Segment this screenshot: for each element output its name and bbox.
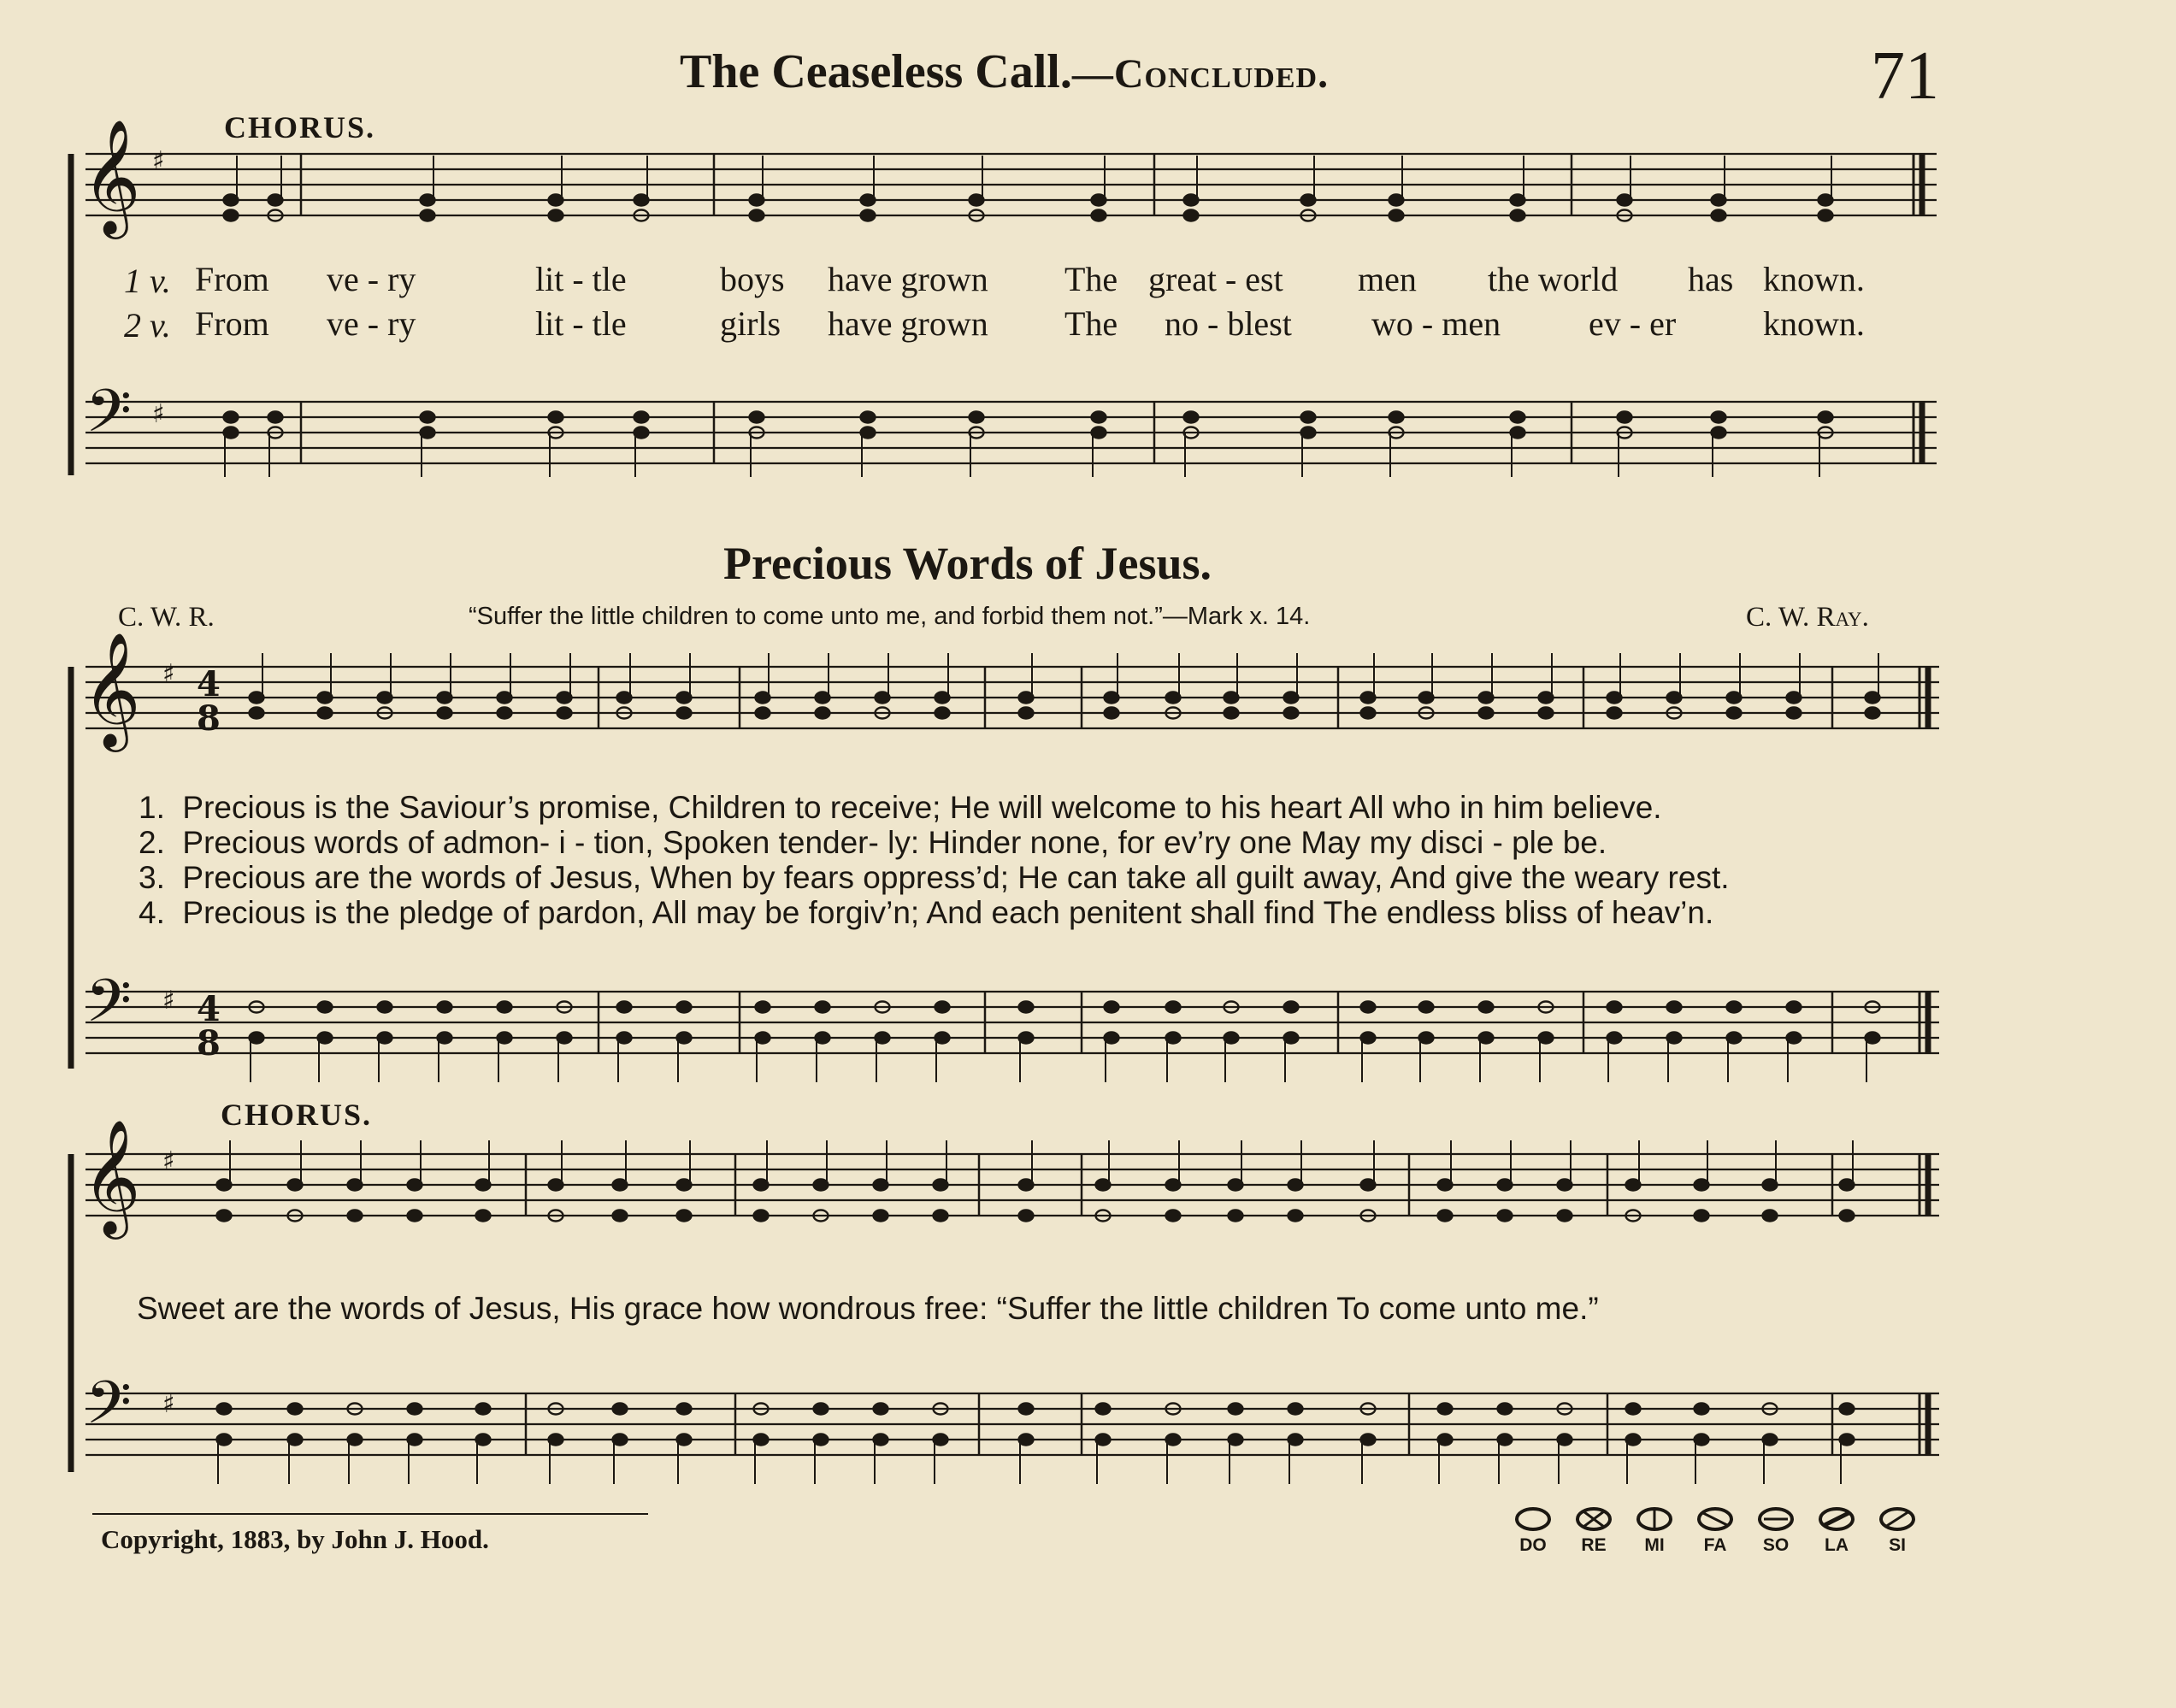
notehead xyxy=(1787,708,1802,719)
notehead xyxy=(1301,427,1316,439)
title-suffix: —Concluded. xyxy=(1071,51,1330,97)
notehead xyxy=(1288,1210,1303,1222)
notehead xyxy=(217,1434,232,1446)
solfege-label: SI xyxy=(1889,1535,1906,1555)
notehead xyxy=(617,1033,632,1044)
notehead xyxy=(1288,1180,1303,1191)
lyric-syllable: ev - er xyxy=(1589,304,1677,343)
notehead xyxy=(1389,412,1404,423)
notehead xyxy=(934,1210,948,1222)
notehead xyxy=(1511,195,1525,206)
verse-text: Precious is the pledge of pardon, All may be forgiv’n; And each penitent shall find The endless bliss of heav’n. xyxy=(182,895,1714,930)
notehead xyxy=(613,1180,628,1191)
lyric-syllable: lit - tle xyxy=(535,260,627,298)
notehead xyxy=(1224,708,1239,719)
lyric-syllable: girls xyxy=(720,304,781,343)
notehead xyxy=(1019,708,1034,719)
notehead xyxy=(438,692,452,704)
notehead xyxy=(750,210,764,221)
notehead xyxy=(1096,1404,1111,1415)
lyric-syllable: boys xyxy=(720,260,785,298)
notehead xyxy=(970,412,984,423)
notehead xyxy=(1763,1434,1778,1446)
notehead xyxy=(1866,1033,1880,1044)
scripture-quote: “Suffer the little children to come unto me, and forbid them not.”—Mark x. 14. xyxy=(469,603,1311,630)
notehead xyxy=(617,692,632,704)
notehead xyxy=(549,1180,563,1191)
notehead xyxy=(617,1002,632,1013)
notehead xyxy=(876,1033,890,1044)
notehead xyxy=(498,708,512,719)
notehead xyxy=(677,1210,692,1222)
notehead xyxy=(1558,1434,1572,1446)
notehead xyxy=(498,1002,512,1013)
notehead xyxy=(613,1210,628,1222)
solfege-label: RE xyxy=(1581,1535,1607,1555)
notehead xyxy=(1166,1002,1181,1013)
notehead xyxy=(1626,1180,1641,1191)
lyric-syllable: men xyxy=(1358,260,1417,298)
lyric-syllable: lit - tle xyxy=(535,304,627,343)
notehead xyxy=(1092,210,1106,221)
treble-clef-icon: 𝄞 xyxy=(82,1119,141,1234)
notehead xyxy=(476,1434,491,1446)
notehead xyxy=(1840,1210,1855,1222)
notehead xyxy=(421,427,435,439)
notehead xyxy=(1284,708,1299,719)
notehead xyxy=(1840,1404,1855,1415)
notehead xyxy=(288,1404,303,1415)
notehead xyxy=(1819,412,1833,423)
chorus-label-2: CHORUS. xyxy=(221,1098,373,1132)
notehead xyxy=(1539,708,1554,719)
bass-clef-icon: 𝄢 xyxy=(86,1368,133,1452)
lyric-syllable: no - blest xyxy=(1165,304,1292,343)
notehead xyxy=(557,692,572,704)
notehead xyxy=(1184,210,1199,221)
verse-number: 3. xyxy=(139,860,165,895)
notehead xyxy=(1288,1404,1303,1415)
notehead xyxy=(1184,195,1199,206)
notehead xyxy=(318,1002,333,1013)
notehead xyxy=(1787,1002,1802,1013)
notehead xyxy=(224,210,239,221)
notehead xyxy=(348,1210,363,1222)
lyric-syllable: ve - ry xyxy=(327,304,416,343)
verse-text: Precious are the words of Jesus, When by fears oppress’d; He can take all guilt away, And give the weary rest. xyxy=(182,860,1730,895)
notehead xyxy=(1866,692,1880,704)
notehead xyxy=(1667,1033,1682,1044)
notehead xyxy=(498,1033,512,1044)
notehead xyxy=(1184,412,1199,423)
notehead xyxy=(408,1434,422,1446)
notehead xyxy=(438,708,452,719)
notehead xyxy=(1712,412,1726,423)
solfege-label: FA xyxy=(1703,1535,1727,1555)
notehead xyxy=(754,1210,769,1222)
notehead xyxy=(1727,1002,1742,1013)
notehead xyxy=(1229,1404,1243,1415)
notehead xyxy=(557,708,572,719)
verse-number: 2. xyxy=(139,825,165,860)
notehead xyxy=(1105,708,1119,719)
notehead xyxy=(1667,1002,1682,1013)
notehead xyxy=(549,412,563,423)
hymn-title: Precious Words of Jesus. xyxy=(723,538,1212,589)
notehead xyxy=(1626,1434,1641,1446)
notehead xyxy=(1558,1180,1572,1191)
song-title: The Ceaseless Call. xyxy=(680,45,1072,98)
notehead xyxy=(549,210,563,221)
treble-clef-icon: 𝄞 xyxy=(82,119,141,234)
notehead xyxy=(634,412,649,423)
notehead xyxy=(1389,195,1404,206)
sharp-icon: ♯ xyxy=(162,1389,175,1419)
notehead xyxy=(1498,1210,1513,1222)
lyric-syllable: From xyxy=(195,260,269,298)
notehead xyxy=(476,1180,491,1191)
sharp-icon: ♯ xyxy=(152,399,165,429)
notehead xyxy=(1096,1434,1111,1446)
lyric-syllable: have grown xyxy=(828,260,988,298)
shape-note-mark xyxy=(1825,1513,1849,1525)
notehead xyxy=(1092,412,1106,423)
notehead xyxy=(1479,692,1494,704)
lyric-syllable: known. xyxy=(1763,260,1865,298)
notehead xyxy=(1866,708,1880,719)
notehead xyxy=(876,692,890,704)
sharp-icon: ♯ xyxy=(162,659,175,689)
notehead xyxy=(756,1033,770,1044)
notehead xyxy=(318,692,333,704)
notehead xyxy=(1511,412,1525,423)
notehead xyxy=(268,195,283,206)
notehead xyxy=(874,1404,888,1415)
notehead xyxy=(549,195,563,206)
solfege-label: MI xyxy=(1644,1535,1665,1555)
sharp-icon: ♯ xyxy=(162,986,175,1016)
notehead xyxy=(874,1434,888,1446)
notehead xyxy=(1166,1033,1181,1044)
notehead xyxy=(476,1210,491,1222)
notehead xyxy=(1229,1180,1243,1191)
notehead xyxy=(217,1210,232,1222)
notehead xyxy=(1667,692,1682,704)
notehead xyxy=(1607,1033,1622,1044)
bass-clef-icon: 𝄢 xyxy=(86,376,133,460)
notehead xyxy=(935,708,950,719)
notehead xyxy=(549,1434,563,1446)
bass-clef-icon: 𝄢 xyxy=(86,966,133,1050)
notehead xyxy=(1479,1002,1494,1013)
notehead xyxy=(1511,210,1525,221)
notehead xyxy=(1105,1002,1119,1013)
chorus-lyrics: Sweet are the words of Jesus, His grace how wondrous free: “Suffer the little children To come unto me.” xyxy=(137,1291,1599,1326)
notehead xyxy=(754,1180,769,1191)
notehead xyxy=(1727,1033,1742,1044)
time-signature-numerator: 4 xyxy=(197,989,221,1029)
notehead xyxy=(756,692,770,704)
notehead xyxy=(1092,427,1106,439)
notehead xyxy=(1763,1180,1778,1191)
notehead xyxy=(408,1404,422,1415)
notehead xyxy=(1695,1404,1709,1415)
author-initials: C. W. R. xyxy=(118,602,215,633)
notehead xyxy=(816,1002,830,1013)
notehead xyxy=(1438,1434,1453,1446)
verse-number: 4. xyxy=(139,895,165,930)
page-number: 71 xyxy=(1871,38,1939,114)
notehead xyxy=(1787,692,1802,704)
notehead xyxy=(438,1002,452,1013)
notehead xyxy=(816,1033,830,1044)
notehead xyxy=(1712,210,1726,221)
notehead xyxy=(217,1404,232,1415)
notehead xyxy=(1607,708,1622,719)
notehead xyxy=(1419,692,1434,704)
notehead xyxy=(1539,692,1554,704)
time-signature-numerator: 4 xyxy=(197,664,221,704)
notehead xyxy=(1695,1434,1709,1446)
treble-clef-icon: 𝄞 xyxy=(82,632,141,747)
lyric-syllable: has xyxy=(1688,260,1734,298)
notehead xyxy=(1511,427,1525,439)
notehead xyxy=(1361,1033,1376,1044)
notehead xyxy=(1419,1033,1434,1044)
notehead xyxy=(1096,1180,1111,1191)
notehead xyxy=(224,195,239,206)
notehead xyxy=(250,708,264,719)
notehead xyxy=(1361,1002,1376,1013)
verse-text: Precious words of admon- i - tion, Spoken tender- ly: Hinder none, for ev’ry one May my disci - ple be. xyxy=(182,825,1607,860)
notehead xyxy=(1626,1404,1641,1415)
notehead xyxy=(934,1180,948,1191)
notehead xyxy=(1498,1404,1513,1415)
notehead xyxy=(756,708,770,719)
notehead xyxy=(1498,1434,1513,1446)
notehead xyxy=(861,427,876,439)
shape-note-mark xyxy=(1703,1513,1727,1525)
solfege-label: LA xyxy=(1825,1535,1849,1555)
notehead xyxy=(1166,692,1181,704)
notehead xyxy=(348,1434,363,1446)
notehead xyxy=(1361,1434,1376,1446)
notehead xyxy=(1840,1434,1855,1446)
notehead xyxy=(634,427,649,439)
notehead xyxy=(288,1434,303,1446)
notehead xyxy=(1695,1180,1709,1191)
notehead xyxy=(874,1210,888,1222)
notehead xyxy=(378,692,392,704)
notehead xyxy=(861,210,876,221)
verse-number: 1 v. xyxy=(124,262,171,300)
notehead xyxy=(224,412,239,423)
notehead xyxy=(970,195,984,206)
notehead xyxy=(677,1404,692,1415)
notehead xyxy=(217,1180,232,1191)
notehead xyxy=(557,1033,572,1044)
notehead xyxy=(1695,1210,1709,1222)
notehead xyxy=(1019,1404,1034,1415)
notehead xyxy=(677,708,692,719)
notehead xyxy=(1558,1210,1572,1222)
notehead xyxy=(935,1033,950,1044)
notehead xyxy=(1618,195,1632,206)
notehead xyxy=(476,1404,491,1415)
notehead xyxy=(613,1434,628,1446)
notehead xyxy=(816,708,830,719)
notehead xyxy=(1819,195,1833,206)
verse-number: 1. xyxy=(139,790,165,825)
notehead xyxy=(1618,412,1632,423)
chorus-label-1: CHORUS. xyxy=(224,110,376,144)
notehead xyxy=(1727,708,1742,719)
notehead xyxy=(613,1404,628,1415)
lyric-syllable: The xyxy=(1064,304,1118,343)
notehead xyxy=(1479,708,1494,719)
notehead xyxy=(1438,1404,1453,1415)
solfege-label: SO xyxy=(1762,1535,1790,1555)
lyric-syllable: great - est xyxy=(1148,260,1283,298)
notehead xyxy=(1301,195,1316,206)
notehead xyxy=(1498,1180,1513,1191)
notehead xyxy=(1787,1033,1802,1044)
notehead xyxy=(378,1033,392,1044)
notehead xyxy=(1019,1180,1034,1191)
lyric-syllable: wo - men xyxy=(1371,304,1501,343)
notehead xyxy=(1479,1033,1494,1044)
lyric-syllable: From xyxy=(195,304,269,343)
notehead xyxy=(677,1033,692,1044)
notehead xyxy=(1712,195,1726,206)
notehead xyxy=(438,1033,452,1044)
notehead xyxy=(861,195,876,206)
notehead xyxy=(268,412,283,423)
notehead xyxy=(1539,1033,1554,1044)
notehead xyxy=(677,1180,692,1191)
notehead xyxy=(677,1434,692,1446)
composer-credit: C. W. Ray. xyxy=(1746,602,1869,633)
notehead xyxy=(750,195,764,206)
notehead xyxy=(861,412,876,423)
copyright-notice: Copyright, 1883, by John J. Hood. xyxy=(101,1524,489,1554)
notehead xyxy=(1361,708,1376,719)
shape-note-mark xyxy=(1885,1511,1909,1527)
notehead xyxy=(318,708,333,719)
notehead xyxy=(1019,1434,1034,1446)
notehead xyxy=(750,412,764,423)
notehead xyxy=(1224,1033,1239,1044)
lyric-syllable: The xyxy=(1064,260,1118,298)
verse-text: Precious is the Saviour’s promise, Children to receive; He will welcome to his heart All who in him believe. xyxy=(182,790,1662,825)
notehead xyxy=(1763,1210,1778,1222)
notehead xyxy=(378,1002,392,1013)
lyric-syllable: the world xyxy=(1488,260,1619,298)
solfege-label: DO xyxy=(1519,1535,1547,1555)
notehead xyxy=(935,1002,950,1013)
notehead xyxy=(935,692,950,704)
notehead xyxy=(498,692,512,704)
notehead xyxy=(1284,1002,1299,1013)
notehead xyxy=(814,1180,829,1191)
notehead xyxy=(1727,692,1742,704)
notehead xyxy=(1105,692,1119,704)
sharp-icon: ♯ xyxy=(162,1146,175,1176)
notehead xyxy=(1288,1434,1303,1446)
notehead xyxy=(1019,1002,1034,1013)
notehead xyxy=(756,1002,770,1013)
verse-number: 2 v. xyxy=(124,306,171,345)
notehead xyxy=(874,1180,888,1191)
lyric-syllable: known. xyxy=(1763,304,1865,343)
notehead xyxy=(421,210,435,221)
time-signature-denominator: 8 xyxy=(197,698,221,739)
notehead xyxy=(1229,1210,1243,1222)
notehead xyxy=(1301,412,1316,423)
notehead xyxy=(1284,692,1299,704)
lyric-syllable: ve - ry xyxy=(327,260,416,298)
notehead xyxy=(1438,1180,1453,1191)
notehead xyxy=(348,1180,363,1191)
notehead xyxy=(1840,1180,1855,1191)
notehead xyxy=(318,1033,333,1044)
notehead xyxy=(1389,210,1404,221)
notehead xyxy=(677,692,692,704)
notehead xyxy=(1607,692,1622,704)
notehead xyxy=(1712,427,1726,439)
notehead xyxy=(814,1404,829,1415)
notehead xyxy=(1361,1180,1376,1191)
notehead xyxy=(677,1002,692,1013)
notehead xyxy=(1105,1033,1119,1044)
notehead xyxy=(1166,1180,1181,1191)
notehead xyxy=(250,692,264,704)
lyric-syllable: have grown xyxy=(828,304,988,343)
notehead xyxy=(1361,692,1376,704)
notehead xyxy=(421,412,435,423)
notehead xyxy=(408,1180,422,1191)
notehead xyxy=(1438,1210,1453,1222)
shape-note-icon xyxy=(1517,1509,1549,1529)
notehead xyxy=(1019,692,1034,704)
notehead xyxy=(1819,210,1833,221)
notehead xyxy=(1607,1002,1622,1013)
notehead xyxy=(1284,1033,1299,1044)
notehead xyxy=(408,1210,422,1222)
notehead xyxy=(1166,1434,1181,1446)
notehead xyxy=(1224,692,1239,704)
notehead xyxy=(224,427,239,439)
notehead xyxy=(1019,1210,1034,1222)
notehead xyxy=(1019,1033,1034,1044)
notehead xyxy=(934,1434,948,1446)
notehead xyxy=(814,1434,829,1446)
notehead xyxy=(634,195,649,206)
time-signature-denominator: 8 xyxy=(197,1023,221,1063)
notehead xyxy=(816,692,830,704)
sharp-icon: ♯ xyxy=(152,146,165,176)
notehead xyxy=(754,1434,769,1446)
notehead xyxy=(421,195,435,206)
notehead xyxy=(1229,1434,1243,1446)
notehead xyxy=(288,1180,303,1191)
notehead xyxy=(250,1033,264,1044)
notehead xyxy=(1092,195,1106,206)
notehead xyxy=(1419,1002,1434,1013)
notehead xyxy=(1166,1210,1181,1222)
